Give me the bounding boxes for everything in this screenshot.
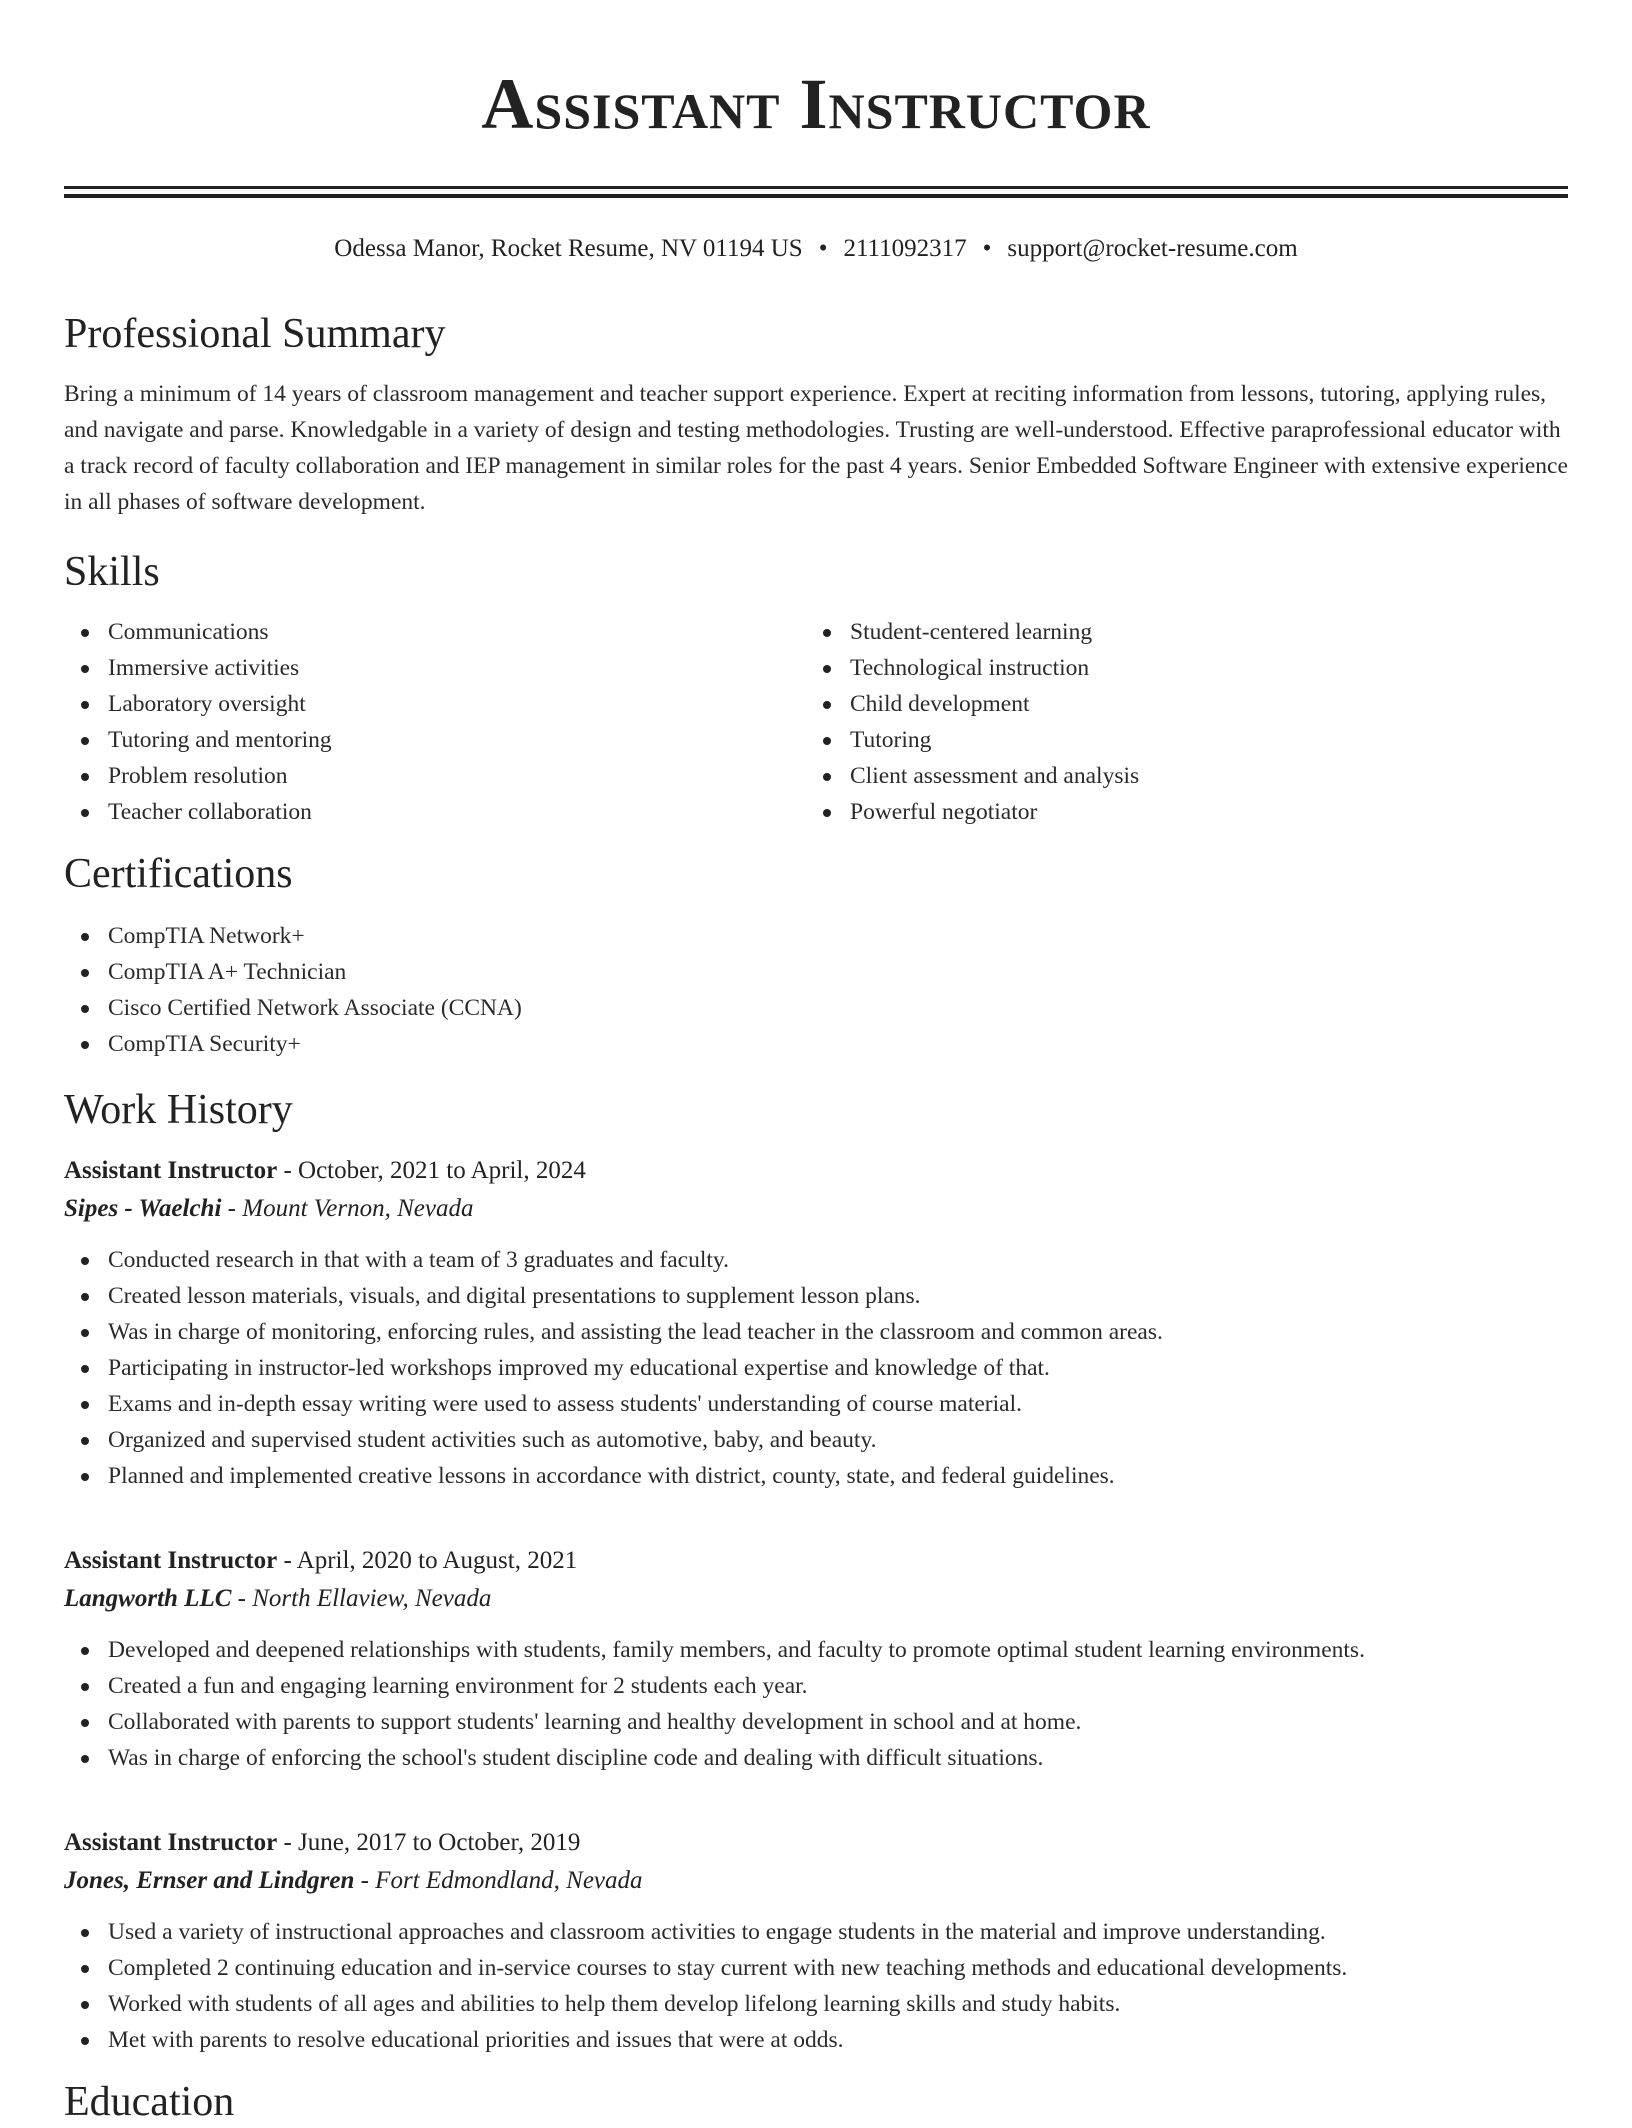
job-company: Jones, Ernser and Lindgren <box>64 1867 355 1894</box>
job-bullet: Conducted research in that with a team of 3 graduates and faculty. <box>64 1242 1568 1278</box>
contact-address: Odessa Manor, Rocket Resume, NV 01194 US <box>334 235 803 262</box>
job-bullets <box>64 1914 1568 2058</box>
skill-item: Student-centered learning <box>806 614 1548 650</box>
skill-item: Immersive activities <box>64 650 806 686</box>
skill-item: Client assessment and analysis <box>806 758 1548 794</box>
job-bullet: Organized and supervised student activities such as automotive, baby, and beauty. <box>64 1422 1568 1458</box>
job-bullet: Was in charge of monitoring, enforcing rules, and assisting the lead teacher in the classroom and common areas. <box>64 1314 1568 1350</box>
job-bullet: Created lesson materials, visuals, and digital presentations to supplement lesson plans. <box>64 1278 1568 1314</box>
certification-item: Cisco Certified Network Associate (CCNA) <box>64 990 1568 1026</box>
job-title-line <box>64 1152 1568 1190</box>
job-dates: - October, 2021 to April, 2024 <box>277 1157 586 1184</box>
job-entry <box>64 1542 1568 1776</box>
skill-item: Communications <box>64 614 806 650</box>
job-location: - Mount Vernon, Nevada <box>221 1195 474 1222</box>
job-location: - North Ellaview, Nevada <box>231 1585 492 1612</box>
skill-item: Child development <box>806 686 1548 722</box>
skill-item: Tutoring <box>806 722 1548 758</box>
job-bullet: Participating in instructor-led workshops improved my educational expertise and knowledge of that. <box>64 1350 1568 1386</box>
contact-email: support@rocket-resume.com <box>1007 235 1298 262</box>
resume-page <box>64 0 1568 2128</box>
job-bullet: Created a fun and engaging learning environment for 2 students each year. <box>64 1668 1568 1704</box>
job-title: Assistant Instructor <box>64 1157 278 1184</box>
certifications-heading: Certifications <box>64 851 293 897</box>
education-heading: Education <box>64 2079 235 2125</box>
job-bullets <box>64 1242 1568 1494</box>
skills-column-right <box>806 614 1548 830</box>
work-history-heading: Work History <box>64 1087 293 1133</box>
job-bullet: Used a variety of instructional approaches and classroom activities to engage students in the material and improve understanding. <box>64 1914 1568 1950</box>
skill-item: Tutoring and mentoring <box>64 722 806 758</box>
certifications-list <box>64 918 1568 1062</box>
skill-item: Powerful negotiator <box>806 794 1548 830</box>
skills-grid <box>64 614 1568 830</box>
job-bullet: Collaborated with parents to support students' learning and healthy development in school and at home. <box>64 1704 1568 1740</box>
job-bullet: Completed 2 continuing education and in-service courses to stay current with new teaching methods and educational developments. <box>64 1950 1568 1986</box>
job-company: Langworth LLC <box>64 1585 232 1612</box>
job-bullet: Met with parents to resolve educational priorities and issues that were at odds. <box>64 2022 1568 2058</box>
job-company-line <box>64 1190 1568 1228</box>
job-bullets <box>64 1632 1568 1776</box>
skill-item: Technological instruction <box>806 650 1548 686</box>
job-title-line <box>64 1542 1568 1580</box>
certification-item: CompTIA Security+ <box>64 1026 1568 1062</box>
skill-item: Teacher collaboration <box>64 794 806 830</box>
resume-title: Assistant Instructor <box>481 64 1151 144</box>
job-company: Sipes - Waelchi <box>64 1195 222 1222</box>
job-title: Assistant Instructor <box>64 1829 278 1856</box>
job-dates: - June, 2017 to October, 2019 <box>277 1829 581 1856</box>
job-bullet: Was in charge of enforcing the school's student discipline code and dealing with difficult situations. <box>64 1740 1568 1776</box>
job-title-line <box>64 1824 1568 1862</box>
skill-item: Laboratory oversight <box>64 686 806 722</box>
job-bullet: Worked with students of all ages and abilities to help them develop lifelong learning skills and study habits. <box>64 1986 1568 2022</box>
contact-separator: • <box>818 235 828 262</box>
contact-phone: 2111092317 <box>843 235 967 262</box>
job-company-line <box>64 1580 1568 1618</box>
certification-item: CompTIA Network+ <box>64 918 1568 954</box>
job-bullet: Developed and deepened relationships with students, family members, and faculty to promote optimal student learning environments. <box>64 1632 1568 1668</box>
contact-separator: • <box>982 235 992 262</box>
job-entry <box>64 1824 1568 2058</box>
job-entry <box>64 1152 1568 1494</box>
certification-item: CompTIA A+ Technician <box>64 954 1568 990</box>
skills-heading: Skills <box>64 549 160 595</box>
skills-column-left <box>64 614 806 830</box>
job-company-line <box>64 1862 1568 1900</box>
job-bullet: Exams and in-depth essay writing were used to assess students' understanding of course material. <box>64 1386 1568 1422</box>
skill-item: Problem resolution <box>64 758 806 794</box>
job-bullet: Planned and implemented creative lessons in accordance with district, county, state, and federal guidelines. <box>64 1458 1568 1494</box>
job-spacer <box>64 1494 1568 1526</box>
title-divider-bottom <box>64 194 1568 198</box>
contact-line <box>64 234 1568 264</box>
title-divider-top <box>64 186 1568 189</box>
job-dates: - April, 2020 to August, 2021 <box>277 1547 578 1574</box>
job-title: Assistant Instructor <box>64 1547 278 1574</box>
summary-text: Bring a minimum of 14 years of classroom management and teacher support experience. Expert at reciting information from lessons, tutoring, applying rules, and navigate and parse. Knowledgable in a variety of design and testing methodologies. Trusting are well-understood. Effective paraprofessional educator with a track record of faculty collaboration and IEP management in similar roles for the past 4 years. Senior Embedded Software Engineer with extensive experience in all phases of software development. <box>64 381 1568 515</box>
job-location: - Fort Edmondland, Nevada <box>354 1867 643 1894</box>
job-spacer <box>64 1776 1568 1808</box>
summary-heading: Professional Summary <box>64 311 446 357</box>
skills-list-left <box>64 614 806 830</box>
skills-list-right <box>806 614 1548 830</box>
